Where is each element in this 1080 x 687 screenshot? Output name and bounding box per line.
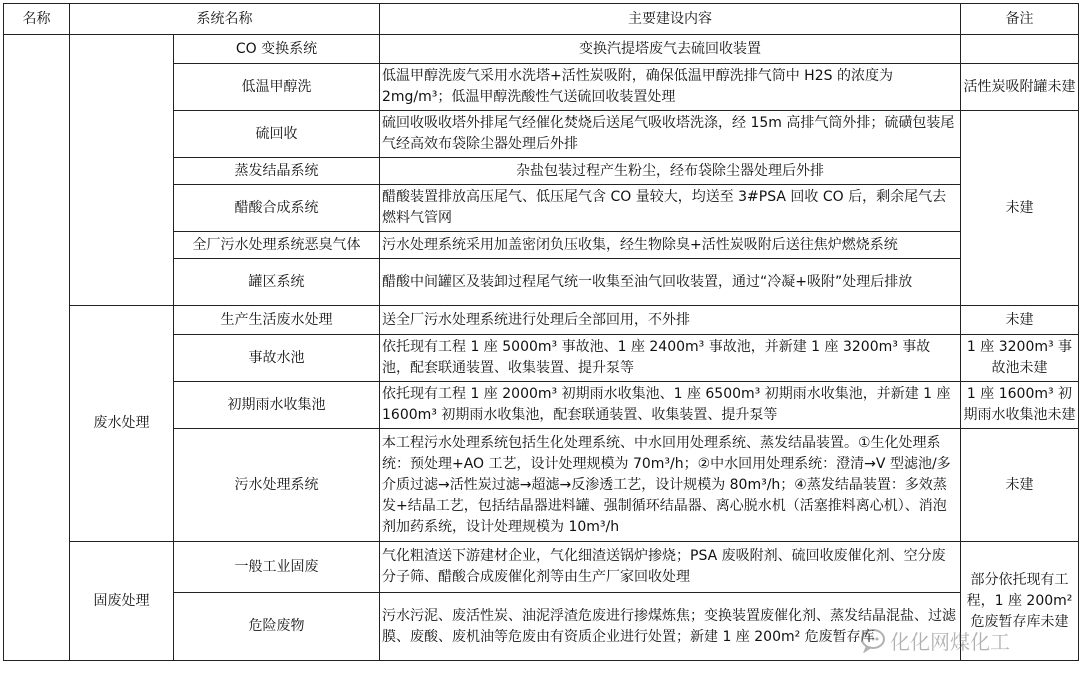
header-content: 主要建设内容: [380, 4, 961, 35]
system-cell: CO 变换系统: [174, 35, 380, 64]
content-cell: 送全厂污水处理系统进行处理后全部回用，不外排: [380, 306, 961, 335]
content-cell: 本工程污水处理系统包括生化处理系统、中水回用处理系统、蒸发结晶装置。①生化处理系统：预处理+AO 工艺，设计处理规模为 70m³/h；②中水回用处理系统：澄清→V 型滤池/多介质过滤→活性炭过滤→超滤→反渗透工艺，设计规模为 80m³/h；④蒸发结晶装置：多效蒸发+结晶工艺，包括结晶器进料罐、强制循环结晶器、离心脱水机（活塞推料离心机）、消泡剂加药系统，设计处理规模为 10m³/h: [380, 429, 961, 542]
content-cell: 醋酸中间罐区及装卸过程尾气统一收集至油气回收装置，通过“冷凝+吸附”处理后排放: [380, 259, 961, 306]
system-cell: 硫回收: [174, 111, 380, 158]
content-cell: 硫回收吸收塔外排尾气经催化焚烧后送尾气吸收塔洗涤，经 15m 高排气筒外排；硫磺包装尾气经高效布袋除尘器处理后外排: [380, 111, 961, 158]
table-row: [4, 542, 1079, 593]
content-cell: 变换汽提塔废气去硫回收装置: [380, 35, 961, 64]
system-cell: 低温甲醇洗: [174, 64, 380, 111]
category-cell-wastewater: 废水处理: [70, 306, 174, 542]
category-cell-exhaust: [70, 35, 174, 306]
remark-cell: [961, 35, 1079, 64]
table-row: [4, 306, 1079, 335]
system-cell: 一般工业固废: [174, 542, 380, 593]
header-system-name: 系统名称: [70, 4, 380, 35]
system-cell: 事故水池: [174, 335, 380, 382]
table-row: [4, 35, 1079, 64]
construction-table: [3, 3, 1079, 661]
header-name: 名称: [4, 4, 70, 35]
category-cell-solid-waste: 固废处理: [70, 542, 174, 661]
system-cell: 罐区系统: [174, 259, 380, 306]
remark-cell: 1 座 1600m³ 初期雨水收集池未建: [961, 382, 1079, 429]
remark-cell: 未建: [961, 429, 1079, 542]
system-cell: 全厂污水处理系统恶臭气体: [174, 232, 380, 259]
system-cell: 生产生活废水处理: [174, 306, 380, 335]
header-remark: 备注: [961, 4, 1079, 35]
content-cell: 污水处理系统采用加盖密闭负压收集，经生物除臭+活性炭吸附后送往焦炉燃烧系统: [380, 232, 961, 259]
remark-cell: 未建: [961, 111, 1079, 306]
header-row: [4, 4, 1079, 35]
content-cell: 醋酸装置排放高压尾气、低压尾气含 CO 量较大，均送至 3#PSA 回收 CO 后，剩余尾气去燃料气管网: [380, 185, 961, 232]
watermark-text: 化化网煤化工: [890, 629, 1010, 654]
remark-cell: 1 座 3200m³ 事故池未建: [961, 335, 1079, 382]
content-cell: 依托现有工程 1 座 5000m³ 事故池、1 座 2400m³ 事故池，并新建 1 座 3200m³ 事故池，配套联通装置、收集装置、提升泵等: [380, 335, 961, 382]
remark-cell: 未建: [961, 306, 1079, 335]
content-cell: 依托现有工程 1 座 2000m³ 初期雨水收集池、1 座 6500m³ 初期雨水收集池，并新建 1 座 1600m³ 初期雨水收集池，配套联通装置、收集装置、提升泵等: [380, 382, 961, 429]
remark-cell: 活性炭吸附罐未建: [961, 64, 1079, 111]
content-cell: 污水污泥、废活性炭、油泥浮渣危废进行掺煤炼焦；变换装置废催化剂、蒸发结晶混盐、过滤膜、废酸、废机油等危废由有资质企业进行处置；新建 1 座 200m² 危废暂存库: [380, 593, 961, 661]
system-cell: 醋酸合成系统: [174, 185, 380, 232]
system-cell: 蒸发结晶系统: [174, 158, 380, 185]
content-cell: 低温甲醇洗废气采用水洗塔+活性炭吸附，确保低温甲醇洗排气筒中 H2S 的浓度为 2mg/m³；低温甲醇洗酸性气送硫回收装置处理: [380, 64, 961, 111]
content-cell: 杂盐包装过程产生粉尘，经布袋除尘器处理后外排: [380, 158, 961, 185]
content-cell: 气化粗渣送下游建材企业，气化细渣送锅炉掺烧；PSA 废吸附剂、硫回收废催化剂、空分废分子筛、醋酸合成废催化剂等由生产厂家回收处理: [380, 542, 961, 593]
system-cell: 危险废物: [174, 593, 380, 661]
remark-cell: 部分依托现有工程，1 座 200m² 危废暂存库未建: [961, 542, 1079, 661]
name-cell: [4, 35, 70, 661]
system-cell: 污水处理系统: [174, 429, 380, 542]
system-cell: 初期雨水收集池: [174, 382, 380, 429]
